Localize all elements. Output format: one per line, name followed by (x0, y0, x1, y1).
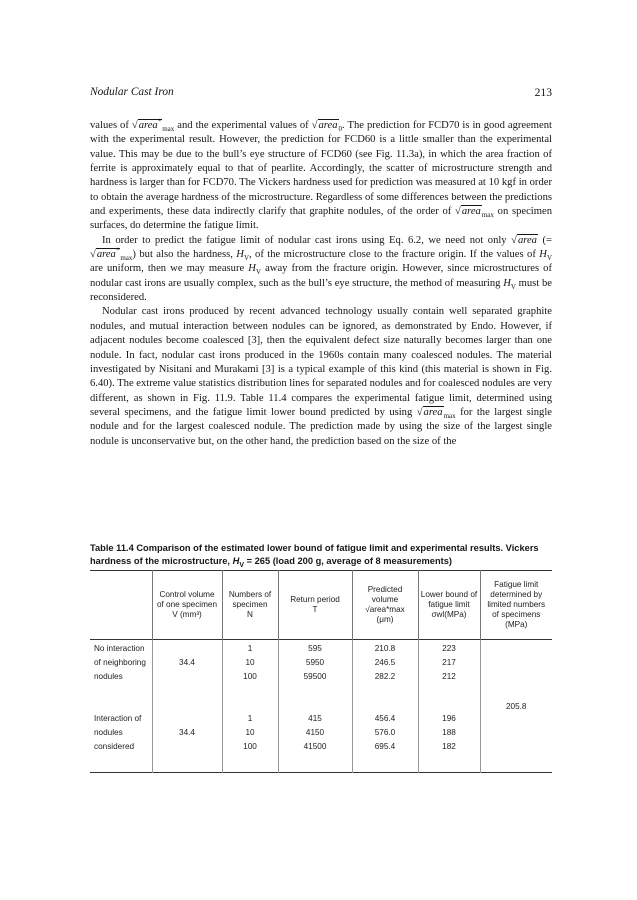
header-predicted-volume: Predicted volume √area*max (μm) (352, 571, 418, 640)
header-fatigue-limit: Fatigue limit determined by limited numbers of specimens (MPa) (480, 571, 552, 640)
header-lower-bound: Lower bound of fatigue limit σwl(MPa) (418, 571, 480, 640)
table-caption: Table 11.4 Comparison of the estimated lower bound of fatigue limit and experimental results. Vickers hardness of the microstructure, $H_V = 265$ (load 200 g, average of 8 measurements) (90, 543, 539, 569)
body-text (90, 119, 552, 449)
header-control-volume: Control volume of one specimen V (mm³) (152, 571, 222, 640)
header-numbers: Numbers of specimen N (222, 571, 278, 640)
comparison-table (90, 570, 552, 773)
paragraph-2: In order to predict the fatigue limit of nodular cast irons using Eq. 6.2, we need not only √area (= √area*$_{max}$) but also the hardness, $H_V$, of the microstructure close to the fracture origin. If the values of $H_V$ are uniform, then we may measure $H_V$ away from the fracture origin. However, since microstructures of nodular cast irons are usually complex, such as the bull’s eye structure, the method of measuring $H_V$ must be reconsidered. (90, 234, 552, 304)
table-row: nodules 100 59500 282.2 212 (90, 670, 552, 684)
header-return-period: Return period T (278, 571, 352, 640)
page-number: 213 (534, 86, 552, 99)
table-row: No interaction 1 595 210.8 223 205.8 (90, 640, 552, 657)
paragraph-3: Nodular cast irons produced by recent advanced technology usually contain well separated graphite nodules, and mutual interaction between nodules can be ignored, as demonstrated by Endo. However, if adjacent nodules become coalesced [3], then the equivalent defect size naturally becomes larger than one nodule. In fact, nodular cast irons produced in the 1960s contain many coalesced nodules. The material investigated by Nisitani and Murakami [3] is a typical example of this kind (this material is shown in Fig. 6.40). The extreme value statistics distribution lines for separated nodules and for coalesced nodules are very different, as shown in Fig. 11.9. Table 11.4 compares the experimental fatigue limit, determined using several specimens, and the fatigue limit lower bound predicted by using √area$_{max}$ for the largest single nodule and for the largest coalesced nodule. The prediction made by using the size of the largest single nodule is unconservative but, on the other hand, the prediction based on the size of the (90, 306, 552, 447)
header-empty (90, 571, 152, 640)
table-row: considered 100 41500 695.4 182 (90, 740, 552, 754)
table-row: of neighboring 34.4 10 5950 246.5 217 (90, 656, 552, 670)
paragraph-1: values of √area*$_{max}$ and the experimental values of √area$_0$. The prediction for FCD70 is in good agreement with the experimental result. However, the prediction for FCD60 is a little smaller than the experimental value. This may be due to the bull’s eye structure of FCD60 (see Fig. 11.3a), in which the area fraction of ferrite is approximately equal to that of pearlite. Accordingly, the scatter of microstructure strength and hardness is larger than for FCD70. The Vickers hardness used for prediction was measured at 10 kgf in order to obtain the average hardness of the microstructure. Regardless of some differences between the predictions and experiments, these data indirectly clarify that graphite nodules, of the order of √area$_{max}$ on specimen surfaces, do determine the fatigue limit. (90, 117, 552, 232)
running-title: Nodular Cast Iron (90, 86, 174, 98)
fatigue-limit-value: 205.8 (480, 640, 552, 773)
page-header (90, 86, 552, 102)
table-row: Interaction of 1 415 456.4 196 (90, 712, 552, 726)
table-row: nodules 34.4 10 4150 576.0 188 (90, 726, 552, 740)
